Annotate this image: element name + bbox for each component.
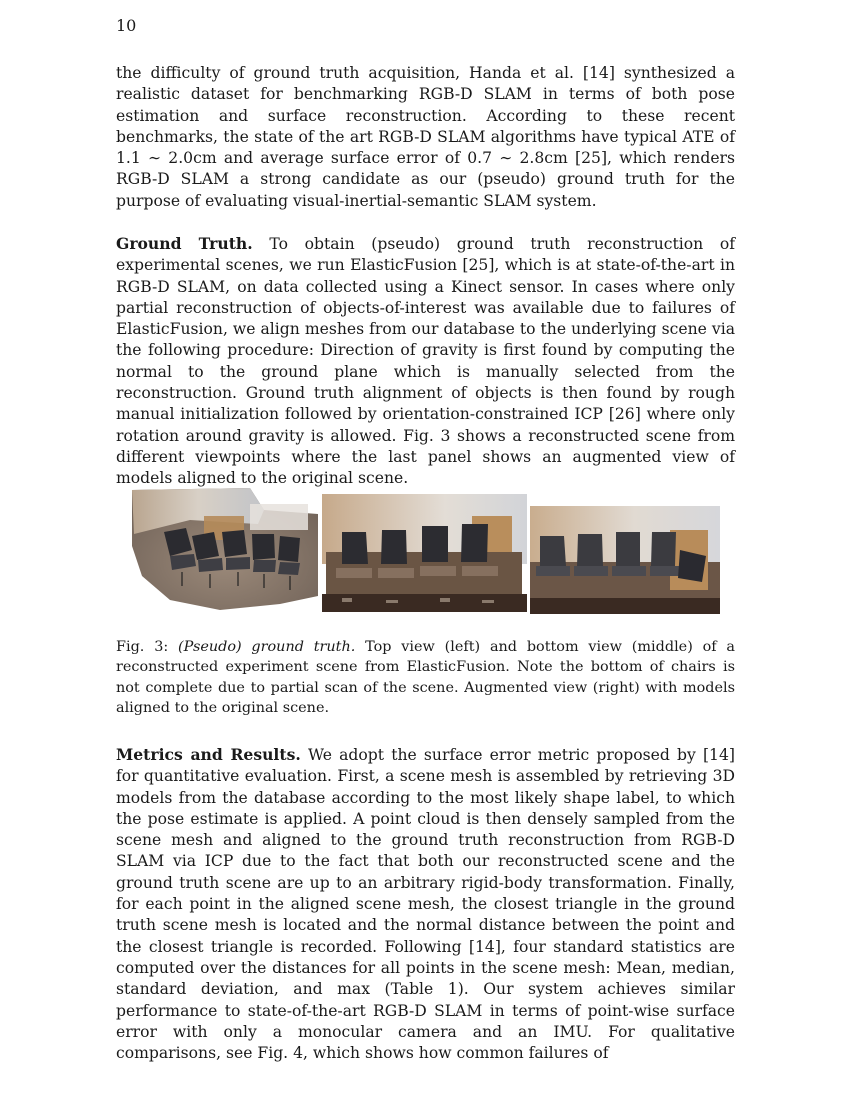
ground-truth-heading: Ground Truth.: [116, 234, 253, 253]
bottom-view-image: [322, 494, 527, 612]
caption-body: Top view (left) and bottom view (middle) of a reconstructed experiment scene from ElasticFusion. Note the bottom of chairs is not complete due to partial scan of the scene. Augmented view (right) with models aligned to the original scene.: [116, 639, 736, 717]
intro-paragraph: the difficulty of ground truth acquisition, Handa et al. [14] synthesized a realistic dataset for benchmarking RGB-D SLAM in terms of both pose estimation and surface reconstruction. According to these recent benchmarks, the state of the art RGB-D SLAM algorithms have typical ATE of 1.1 ∼ 2.0cm and average surface error of 0.7 ∼ 2.8cm [25], which renders RGB-D SLAM a strong candidate as our (pseudo) ground truth for the purpose of evaluating visual-inertial-semantic SLAM system.: [116, 64, 735, 210]
metrics-paragraph: [116, 744, 735, 1064]
augmented-view-image: [530, 506, 720, 614]
metrics-heading: Metrics and Results.: [116, 745, 301, 764]
ground-truth-body: To obtain (pseudo) ground truth reconstruction of experimental scenes, we run ElasticFusion [25], which is at state-of-the-art in RGB-D SLAM, on data collected using a Kinect sensor. In cases where only partial reconstruction of objects-of-interest was available due to failures of ElasticFusion, we align meshes from our database to the underlying scene via the following procedure: Direction of gravity is first found by computing the normal to the ground plane which is manually selected from the reconstruction. Ground truth alignment of objects is then found by rough manual initialization followed by orientation-constrained ICP [26] where only rotation around gravity is allowed. Fig. 3 shows a reconstructed scene from different viewpoints where the last panel shows an augmented view of models aligned to the original scene.: [116, 235, 736, 488]
figure-caption: [116, 637, 735, 719]
caption-title: (Pseudo) ground truth.: [178, 639, 356, 655]
caption-label: Fig. 3:: [116, 639, 169, 655]
top-view-image: [130, 486, 320, 614]
metrics-body: We adopt the surface error metric proposed by [14] for quantitative evaluation. First, a scene mesh is assembled by retrieving 3D models from the database according to the most likely shape label, to which the pose estimate is applied. A point cloud is then densely sampled from the scene mesh and aligned to the ground truth reconstruction from RGB-D SLAM via ICP due to the fact that both our reconstructed scene and the ground truth scene are up to an arbitrary rigid-body transformation. Finally, for each point in the aligned scene mesh, the closest triangle in the ground truth scene mesh is located and the normal distance between the point and the closest triangle is recorded. Following [14], four standard statistics are computed over the distances for all points in the scene mesh: Mean, median, standard deviation, and max (Table 1). Our system achieves similar performance to state-of-the-art RGB-D SLAM in terms of point-wise surface error with only a monocular camera and an IMU. For qualitative comparisons, see Fig. 4, which shows how common failures of: [116, 746, 735, 1063]
ground-truth-paragraph: [116, 233, 735, 490]
page-number: 10: [116, 16, 137, 35]
figure-3: [130, 486, 720, 616]
